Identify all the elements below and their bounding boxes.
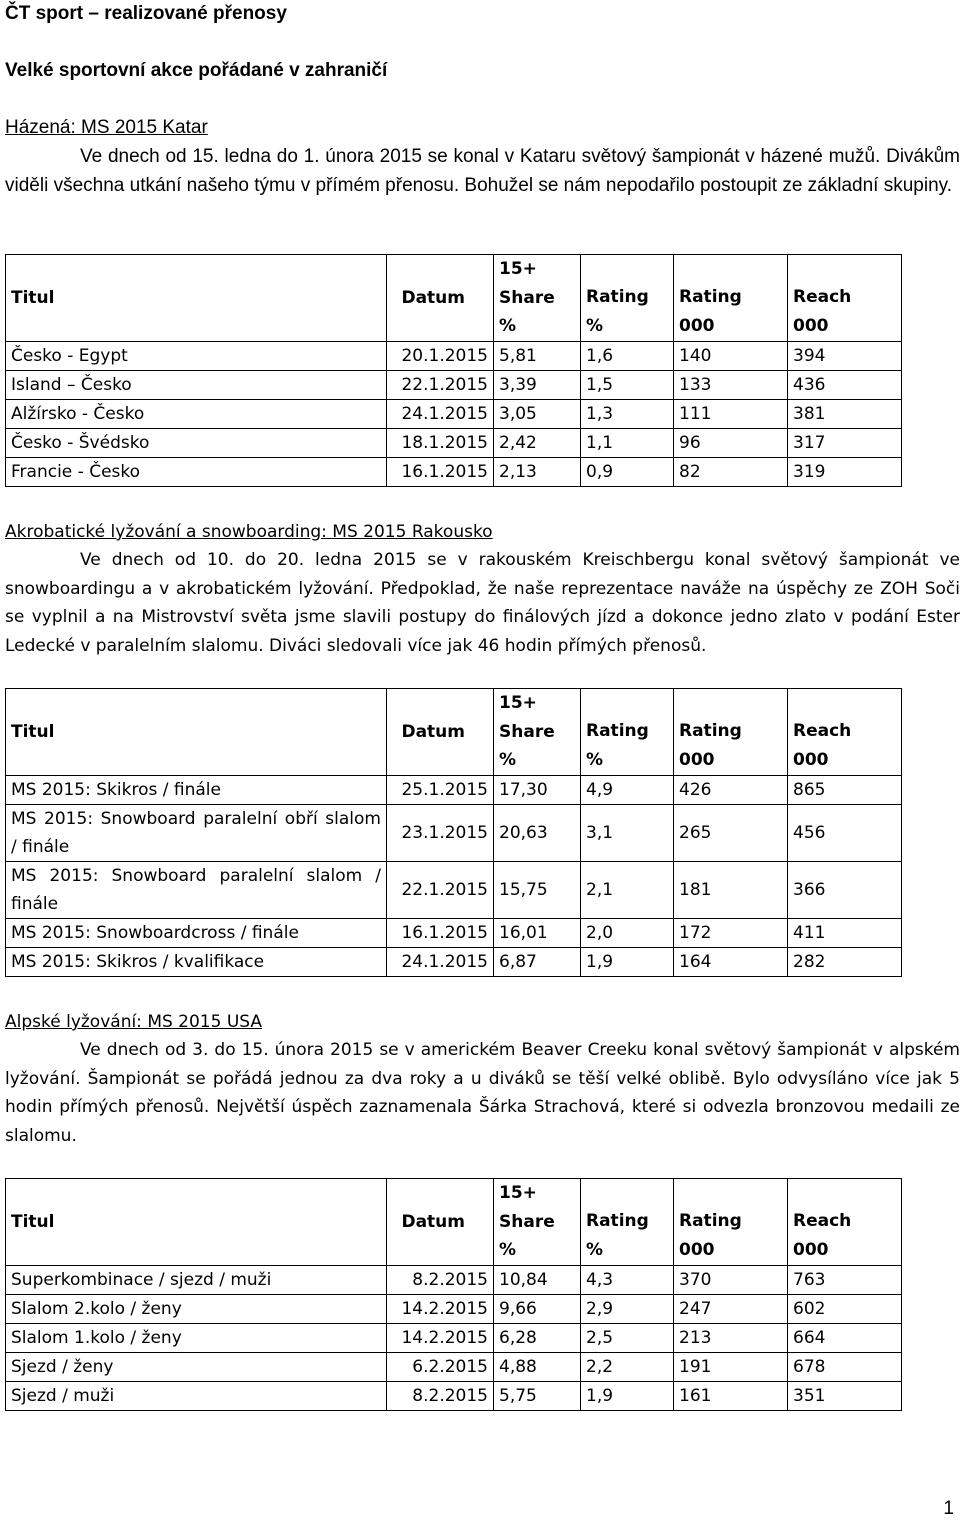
cell-reach-000: 436 bbox=[788, 370, 902, 399]
cell-datum: 8.2.2015 bbox=[387, 1381, 494, 1410]
table-row bbox=[6, 861, 902, 918]
cell-titul: Slalom 1.kolo / ženy bbox=[6, 1323, 387, 1352]
cell-rating-000: 181 bbox=[674, 861, 788, 918]
page-number: 1 bbox=[943, 1498, 954, 1519]
cell-rating-pct: 1,3 bbox=[581, 399, 674, 428]
cell-datum: 23.1.2015 bbox=[387, 804, 494, 861]
table-row bbox=[6, 1323, 902, 1352]
table-row bbox=[6, 1381, 902, 1410]
section-paragraph-handball bbox=[5, 143, 960, 200]
cell-share: 9,66 bbox=[494, 1294, 581, 1323]
paragraph-text: Ve dnech od 10. do 20. ledna 2015 se v rakouském Kreischbergu konal světový šampionát ve snowboardingu a v akrobatickém lyžování. Předpoklad, že naše reprezentace naváže na úspěchy ze ZOH Soči se vyplnil a na Mistrovství světa jsme slavili postupy do finálových jízd a dokonce jedno zlato v podání Ester Ledecké v paralelním slalomu. Diváci sledovali více jak 46 hodin přímých přenosů. bbox=[5, 550, 960, 656]
cell-share: 4,88 bbox=[494, 1352, 581, 1381]
cell-share: 16,01 bbox=[494, 918, 581, 947]
cell-rating-000: 247 bbox=[674, 1294, 788, 1323]
cell-share: 6,87 bbox=[494, 947, 581, 976]
page-subtitle: Velké sportovní akce pořádané v zahraničí bbox=[5, 60, 388, 81]
cell-reach-000: 366 bbox=[788, 861, 902, 918]
header-datum: Datum bbox=[387, 255, 494, 342]
section-title-handball: Házená: MS 2015 Katar bbox=[5, 117, 208, 138]
cell-titul: MS 2015: Snowboard paralelní obří slalom / finále bbox=[6, 804, 387, 861]
table-header-row bbox=[6, 1179, 902, 1266]
cell-share: 6,28 bbox=[494, 1323, 581, 1352]
cell-titul: MS 2015: Skikros / finále bbox=[6, 775, 387, 804]
cell-titul: Island – Česko bbox=[6, 370, 387, 399]
cell-rating-pct: 0,9 bbox=[581, 457, 674, 486]
cell-rating-000: 164 bbox=[674, 947, 788, 976]
cell-rating-000: 370 bbox=[674, 1265, 788, 1294]
cell-reach-000: 678 bbox=[788, 1352, 902, 1381]
cell-reach-000: 381 bbox=[788, 399, 902, 428]
table-header-row bbox=[6, 689, 902, 776]
cell-reach-000: 456 bbox=[788, 804, 902, 861]
cell-reach-000: 411 bbox=[788, 918, 902, 947]
header-datum: Datum bbox=[387, 1179, 494, 1266]
cell-rating-pct: 4,9 bbox=[581, 775, 674, 804]
header-titul: Titul bbox=[6, 1179, 387, 1266]
cell-share: 3,39 bbox=[494, 370, 581, 399]
table-row bbox=[6, 341, 902, 370]
table-row bbox=[6, 947, 902, 976]
cell-rating-000: 96 bbox=[674, 428, 788, 457]
cell-reach-000: 317 bbox=[788, 428, 902, 457]
header-share: 15+ Share % bbox=[494, 689, 581, 776]
cell-rating-000: 213 bbox=[674, 1323, 788, 1352]
cell-share: 15,75 bbox=[494, 861, 581, 918]
cell-rating-000: 191 bbox=[674, 1352, 788, 1381]
cell-titul: Česko - Švédsko bbox=[6, 428, 387, 457]
cell-share: 5,81 bbox=[494, 341, 581, 370]
cell-rating-000: 111 bbox=[674, 399, 788, 428]
cell-titul: Sjezd / muži bbox=[6, 1381, 387, 1410]
section-title-alpine: Alpské lyžování: MS 2015 USA bbox=[5, 1012, 263, 1032]
cell-reach-000: 282 bbox=[788, 947, 902, 976]
cell-rating-000: 133 bbox=[674, 370, 788, 399]
cell-rating-pct: 2,5 bbox=[581, 1323, 674, 1352]
table-row bbox=[6, 1265, 902, 1294]
cell-titul: Sjezd / ženy bbox=[6, 1352, 387, 1381]
cell-datum: 22.1.2015 bbox=[387, 370, 494, 399]
table-header-row bbox=[6, 255, 902, 342]
cell-rating-000: 426 bbox=[674, 775, 788, 804]
header-datum: Datum bbox=[387, 689, 494, 776]
cell-datum: 6.2.2015 bbox=[387, 1352, 494, 1381]
cell-titul: MS 2015: Snowboard paralelní slalom / finále bbox=[6, 861, 387, 918]
cell-datum: 8.2.2015 bbox=[387, 1265, 494, 1294]
header-rating-000: Rating 000 bbox=[674, 1179, 788, 1266]
cell-titul: Slalom 2.kolo / ženy bbox=[6, 1294, 387, 1323]
cell-rating-000: 140 bbox=[674, 341, 788, 370]
cell-rating-000: 161 bbox=[674, 1381, 788, 1410]
cell-datum: 22.1.2015 bbox=[387, 861, 494, 918]
header-rating-000: Rating 000 bbox=[674, 689, 788, 776]
cell-reach-000: 865 bbox=[788, 775, 902, 804]
cell-datum: 14.2.2015 bbox=[387, 1294, 494, 1323]
table-row bbox=[6, 399, 902, 428]
cell-share: 10,84 bbox=[494, 1265, 581, 1294]
table-row bbox=[6, 370, 902, 399]
cell-rating-000: 172 bbox=[674, 918, 788, 947]
cell-share: 17,30 bbox=[494, 775, 581, 804]
cell-reach-000: 394 bbox=[788, 341, 902, 370]
cell-rating-pct: 2,9 bbox=[581, 1294, 674, 1323]
cell-share: 3,05 bbox=[494, 399, 581, 428]
cell-reach-000: 319 bbox=[788, 457, 902, 486]
table-row bbox=[6, 804, 902, 861]
cell-datum: 25.1.2015 bbox=[387, 775, 494, 804]
header-titul: Titul bbox=[6, 689, 387, 776]
table-row bbox=[6, 918, 902, 947]
table-row bbox=[6, 428, 902, 457]
header-rating-pct: Rating % bbox=[581, 1179, 674, 1266]
header-rating-pct: Rating % bbox=[581, 255, 674, 342]
header-titul: Titul bbox=[6, 255, 387, 342]
cell-reach-000: 664 bbox=[788, 1323, 902, 1352]
cell-rating-pct: 1,9 bbox=[581, 1381, 674, 1410]
paragraph-text: Ve dnech od 3. do 15. února 2015 se v americkém Beaver Creeku konal světový šampionát v alpském lyžování. Šampionát se pořádá jednou za dva roky a u diváků se těší velké oblibě. Bylo odvysíláno více jak 5 hodin přímých přenosů. Největší úspěch zaznamenala Šárka Strachová, které si odvezla bronzovou medaili ze slalomu. bbox=[5, 1040, 960, 1146]
cell-rating-pct: 1,5 bbox=[581, 370, 674, 399]
section-title-freestyle: Akrobatické lyžování a snowboarding: MS 2015 Rakousko bbox=[5, 522, 493, 542]
header-rating-000: Rating 000 bbox=[674, 255, 788, 342]
cell-reach-000: 351 bbox=[788, 1381, 902, 1410]
cell-titul: MS 2015: Skikros / kvalifikace bbox=[6, 947, 387, 976]
cell-datum: 16.1.2015 bbox=[387, 457, 494, 486]
cell-share: 20,63 bbox=[494, 804, 581, 861]
cell-reach-000: 602 bbox=[788, 1294, 902, 1323]
cell-rating-pct: 4,3 bbox=[581, 1265, 674, 1294]
table-row bbox=[6, 775, 902, 804]
header-share: 15+ Share % bbox=[494, 1179, 581, 1266]
cell-rating-pct: 2,2 bbox=[581, 1352, 674, 1381]
cell-datum: 16.1.2015 bbox=[387, 918, 494, 947]
cell-datum: 18.1.2015 bbox=[387, 428, 494, 457]
cell-reach-000: 763 bbox=[788, 1265, 902, 1294]
header-share: 15+ Share % bbox=[494, 255, 581, 342]
header-reach-000: Reach 000 bbox=[788, 255, 902, 342]
cell-datum: 14.2.2015 bbox=[387, 1323, 494, 1352]
cell-titul: MS 2015: Snowboardcross / finále bbox=[6, 918, 387, 947]
cell-titul: Česko - Egypt bbox=[6, 341, 387, 370]
table-row bbox=[6, 1352, 902, 1381]
cell-rating-pct: 1,1 bbox=[581, 428, 674, 457]
header-reach-000: Reach 000 bbox=[788, 689, 902, 776]
table-row bbox=[6, 457, 902, 486]
cell-titul: Superkombinace / sjezd / muži bbox=[6, 1265, 387, 1294]
cell-rating-000: 265 bbox=[674, 804, 788, 861]
cell-datum: 20.1.2015 bbox=[387, 341, 494, 370]
cell-datum: 24.1.2015 bbox=[387, 947, 494, 976]
cell-rating-pct: 1,6 bbox=[581, 341, 674, 370]
paragraph-text: Ve dnech od 15. ledna do 1. února 2015 se konal v Kataru světový šampionát v házené mužů. Divákům viděli všechna utkání našeho týmu v přímém přenosu. Bohužel se nám nepodařilo postoupit ze základní skupiny. bbox=[5, 146, 960, 196]
cell-share: 2,13 bbox=[494, 457, 581, 486]
cell-rating-pct: 1,9 bbox=[581, 947, 674, 976]
section-paragraph-alpine bbox=[5, 1036, 960, 1150]
table-alpine bbox=[5, 1178, 902, 1411]
header-rating-pct: Rating % bbox=[581, 689, 674, 776]
cell-titul: Alžírsko - Česko bbox=[6, 399, 387, 428]
cell-share: 5,75 bbox=[494, 1381, 581, 1410]
table-freestyle bbox=[5, 688, 902, 977]
table-handball bbox=[5, 254, 902, 487]
header-reach-000: Reach 000 bbox=[788, 1179, 902, 1266]
cell-datum: 24.1.2015 bbox=[387, 399, 494, 428]
page-title: ČT sport – realizované přenosy bbox=[5, 3, 287, 24]
section-paragraph-freestyle bbox=[5, 546, 960, 660]
cell-rating-pct: 3,1 bbox=[581, 804, 674, 861]
table-row bbox=[6, 1294, 902, 1323]
cell-titul: Francie - Česko bbox=[6, 457, 387, 486]
cell-rating-000: 82 bbox=[674, 457, 788, 486]
cell-share: 2,42 bbox=[494, 428, 581, 457]
cell-rating-pct: 2,1 bbox=[581, 861, 674, 918]
cell-rating-pct: 2,0 bbox=[581, 918, 674, 947]
